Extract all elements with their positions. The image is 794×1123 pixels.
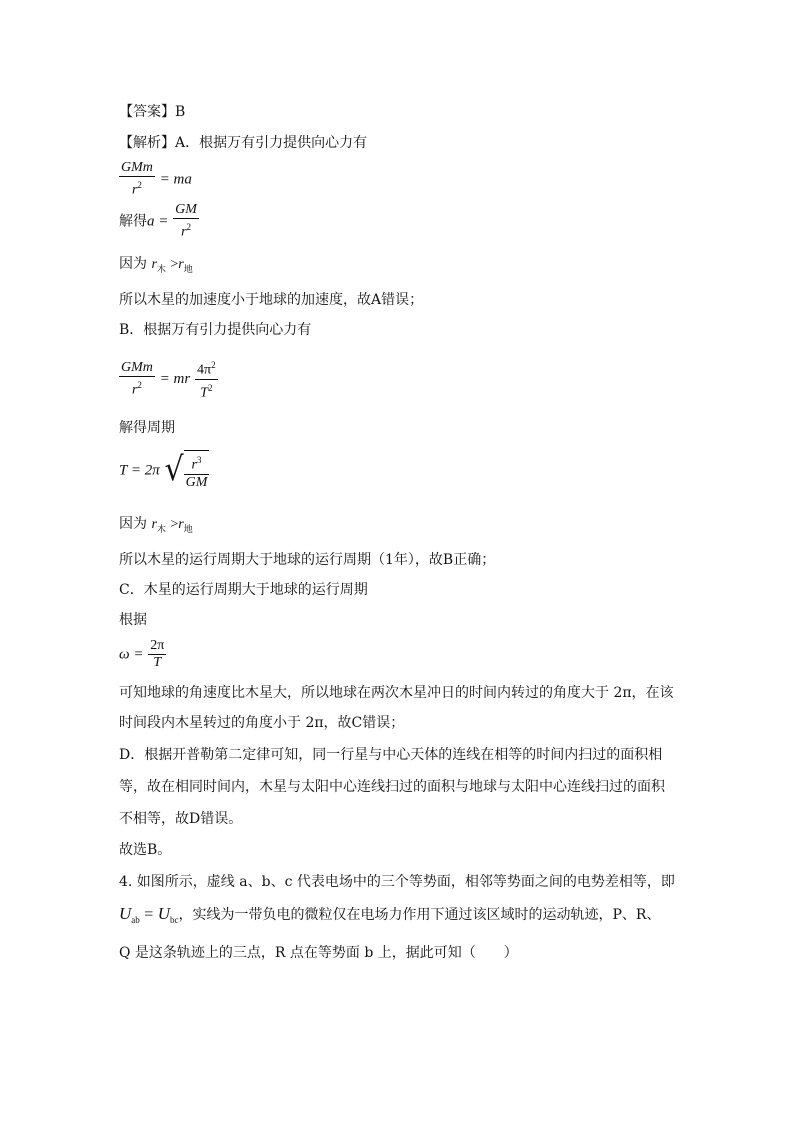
fraction: $\frac{GM}{r^2}$ — [175, 202, 197, 240]
b-solve: 解得周期 — [119, 420, 175, 436]
fraction: $\frac{\text{GMm}}{r^2}$ — [121, 160, 153, 198]
b-intro: B．根据万有引力提供向心力有 — [119, 322, 312, 338]
fraction: $\frac{2\pi}{T}$ — [150, 638, 165, 670]
equation-omega: ω = $\frac{2\pi}{T}$ — [119, 638, 165, 670]
answer-label: 【答案】 — [119, 104, 175, 120]
eq-rhs: = ma — [159, 171, 192, 188]
equation-solve-a: 解得a = $\frac{GM}{r^2}$ — [119, 202, 197, 240]
b-conclusion: 所以木星的运行周期大于地球的运行周期（1年），故B正确； — [119, 552, 496, 568]
square-root: √ $\frac{r^3}{GM}$ — [164, 450, 208, 490]
answer-value: B — [175, 104, 186, 120]
a-conclusion: 所以木星的加速度小于地球的加速度，故A错误； — [119, 292, 424, 308]
d-text-3: 不相等，故D错误。 — [119, 811, 243, 827]
question-4-line-2: $U_{ab} = U_{bc}$，实线为一带负电的微粒仅在电场力作用下通过该区域时的运动轨迹，P、R、 — [119, 904, 661, 925]
question-4-line-1: 4. 如图所示，虚线 a、b、c 代表电场中的三个等势面，相邻等势面之间的电势差相等，即 — [119, 874, 675, 890]
because-line-2: 因为 $r_木 >r_地$ — [119, 516, 193, 535]
analysis-line — [119, 133, 367, 153]
analysis-a-intro: A．根据万有引力提供向心力有 — [175, 135, 368, 151]
fraction: $\frac{r^3}{GM}$ — [185, 455, 208, 490]
equation-period-solution: T = 2π √ $\frac{r^3}{GM}$ — [119, 450, 208, 490]
solve-prefix: 解得 — [119, 214, 147, 230]
equation-gravity-acceleration — [119, 160, 192, 199]
question-4-line-3: Q 是这条轨迹上的三点，R 点在等势面 b 上，据此可知（ ） — [119, 945, 518, 961]
answer-line — [119, 102, 185, 122]
fraction: $\frac{4\pi^2}{T^2}$ — [197, 360, 216, 401]
equation-gravity-period: $\frac{\text{GMm}}{r^2}$ = mr $\frac{4\pi^2}{T^2}$ — [119, 357, 218, 401]
c-text-2: 时间段内木星转过的角度小于 2π，故C错误； — [119, 715, 405, 731]
c-according: 根据 — [119, 612, 147, 628]
because-line-1: 因为 $r_木 >r_地$ — [119, 256, 193, 275]
d-text-2: 等，故在相同时间内，木星与太阳中心连线扫过的面积与地球与太阳中心连线扫过的面积 — [119, 779, 665, 795]
analysis-label: 【解析】 — [119, 135, 175, 151]
c-text-1: 可知地球的角速度比木星大，所以地球在两次木星冲日的时间内转过的角度大于 2π，在该 — [119, 685, 674, 701]
c-intro: C．木星的运行周期大于地球的运行周期 — [119, 582, 368, 598]
choose-answer: 故选B。 — [119, 842, 172, 858]
d-text-1: D．根据开普勒第二定律可知，同一行星与中心天体的连线在相等的时间内扫过的面积相 — [119, 747, 663, 763]
fraction: $\frac{\text{GMm}}{r^2}$ — [121, 359, 153, 398]
